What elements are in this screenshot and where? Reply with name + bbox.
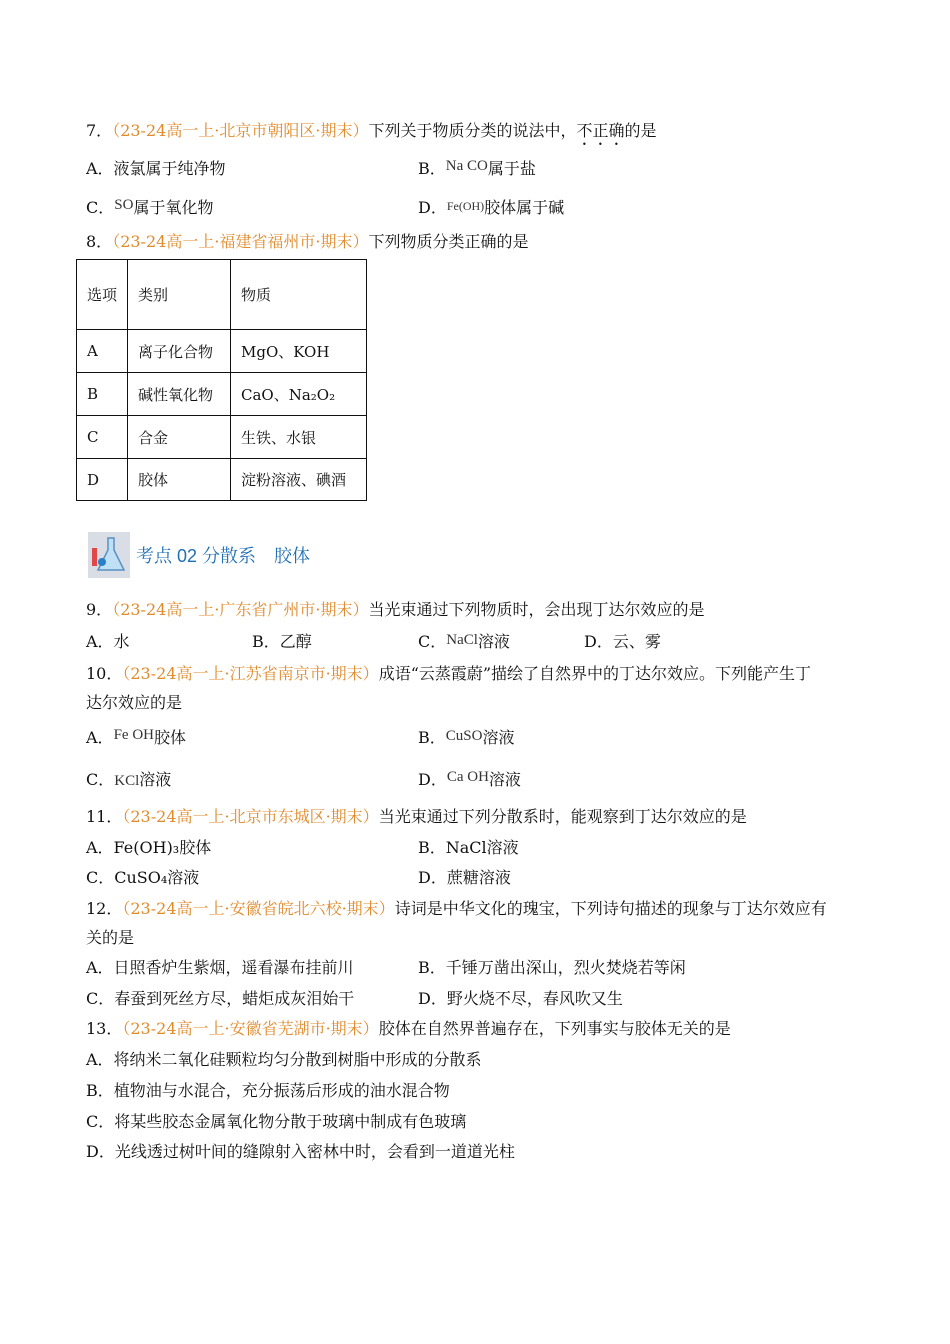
table-row: [77, 330, 367, 373]
classification-table: [76, 259, 367, 501]
question-7-option-c: C．SO属于氧化物: [86, 197, 214, 217]
question-10-stem-cont: 达尔效应的是: [86, 693, 183, 712]
table-row: [77, 373, 367, 416]
flask-icon: [88, 532, 130, 578]
question-9-option-d: D．云、雾: [584, 632, 661, 651]
section-heading: [88, 532, 310, 578]
question-10-option-a: A．Fe OH胶体: [86, 727, 186, 747]
question-8-stem: 8．（23-24高一上·福建省福州市·期末）下列物质分类正确的是: [86, 232, 529, 251]
table-header-row: [77, 260, 367, 330]
question-9-option-c: C．NaCl溶液: [418, 632, 510, 651]
question-13-option-c: C．将某些胶态金属氧化物分散于玻璃中制成有色玻璃: [86, 1112, 467, 1131]
question-11-stem: 11．（23-24高一上·北京市东城区·期末）当光束通过下列分散系时，能观察到丁达尔效应的是: [86, 807, 747, 826]
question-7-stem: 7．（23-24高一上·北京市朝阳区·期末）下列关于物质分类的说法中，不正确的是: [86, 121, 657, 140]
question-10-option-c: C．KCl溶液: [86, 770, 172, 789]
table-cell: 离子化合物: [128, 330, 231, 373]
question-12-stem-cont: 关的是: [86, 928, 135, 947]
question-7-option-a: A．液氯属于纯净物: [86, 159, 226, 178]
table-header-cell: 类别: [128, 260, 231, 330]
table-cell: CaO、Na₂O₂: [231, 373, 367, 416]
question-13-stem: 13．（23-24高一上·安徽省芜湖市·期末）胶体在自然界普遍存在，下列事实与胶体无关的是: [86, 1019, 731, 1038]
question-13-option-b: B．植物油与水混合，充分振荡后形成的油水混合物: [86, 1081, 450, 1100]
question-11-option-c: C．CuSO₄溶液: [86, 868, 200, 887]
table-cell: 淀粉溶液、碘酒: [231, 459, 367, 501]
question-12-option-a: A．日照香炉生紫烟，遥看瀑布挂前川: [86, 958, 354, 977]
question-12-option-d: D．野火烧不尽，春风吹又生: [418, 989, 623, 1008]
question-12-stem: 12．（23-24高一上·安徽省皖北六校·期末）诗词是中华文化的瑰宝，下列诗句描述的现象与丁达尔效应有: [86, 899, 827, 918]
question-10-stem: 10．（23-24高一上·江苏省南京市·期末）成语“云蒸霞蔚”描绘了自然界中的丁达尔效应。下列能产生丁: [86, 664, 812, 683]
question-9-option-b: B．乙醇: [252, 632, 312, 651]
table-cell: D: [77, 459, 128, 501]
table-cell: 碱性氧化物: [128, 373, 231, 416]
question-11-option-d: D．蔗糖溶液: [418, 868, 511, 887]
table-cell: C: [77, 416, 128, 459]
question-12-option-b: B．千锤万凿出深山，烈火焚烧若等闲: [418, 958, 686, 977]
table-cell: 生铁、水银: [231, 416, 367, 459]
question-9-stem: 9．（23-24高一上·广东省广州市·期末）当光束通过下列物质时，会出现丁达尔效应的是: [86, 600, 705, 619]
question-13-option-a: A．将纳米二氧化硅颗粒均匀分散到树脂中形成的分散系: [86, 1050, 482, 1069]
table-header-cell: 选项: [77, 260, 128, 330]
question-10-option-b: B．CuSO溶液: [418, 728, 515, 747]
question-7-option-d: D．Fe(OH)胶体属于碱: [418, 198, 565, 217]
table-cell: 胶体: [128, 459, 231, 501]
question-9-option-a: A．水: [86, 632, 130, 651]
question-11-option-b: B．NaCl溶液: [418, 838, 519, 857]
question-13-option-d: D．光线透过树叶间的缝隙射入密林中时，会看到一道道光柱: [86, 1142, 515, 1161]
table-cell: B: [77, 373, 128, 416]
table-row: [77, 416, 367, 459]
table-cell: 合金: [128, 416, 231, 459]
question-12-option-c: C．春蚕到死丝方尽，蜡炬成灰泪始干: [86, 989, 355, 1008]
table-header-cell: 物质: [231, 260, 367, 330]
question-10-option-d: D．Ca OH溶液: [418, 769, 521, 789]
table-cell: MgO、KOH: [231, 330, 367, 373]
table-row: [77, 459, 367, 501]
question-7-option-b: B．Na CO属于盐: [418, 158, 536, 178]
table-cell: A: [77, 330, 128, 373]
section-title: 考点 02 分散系 胶体: [136, 546, 311, 566]
question-11-option-a: A．Fe(OH)₃胶体: [86, 838, 212, 857]
